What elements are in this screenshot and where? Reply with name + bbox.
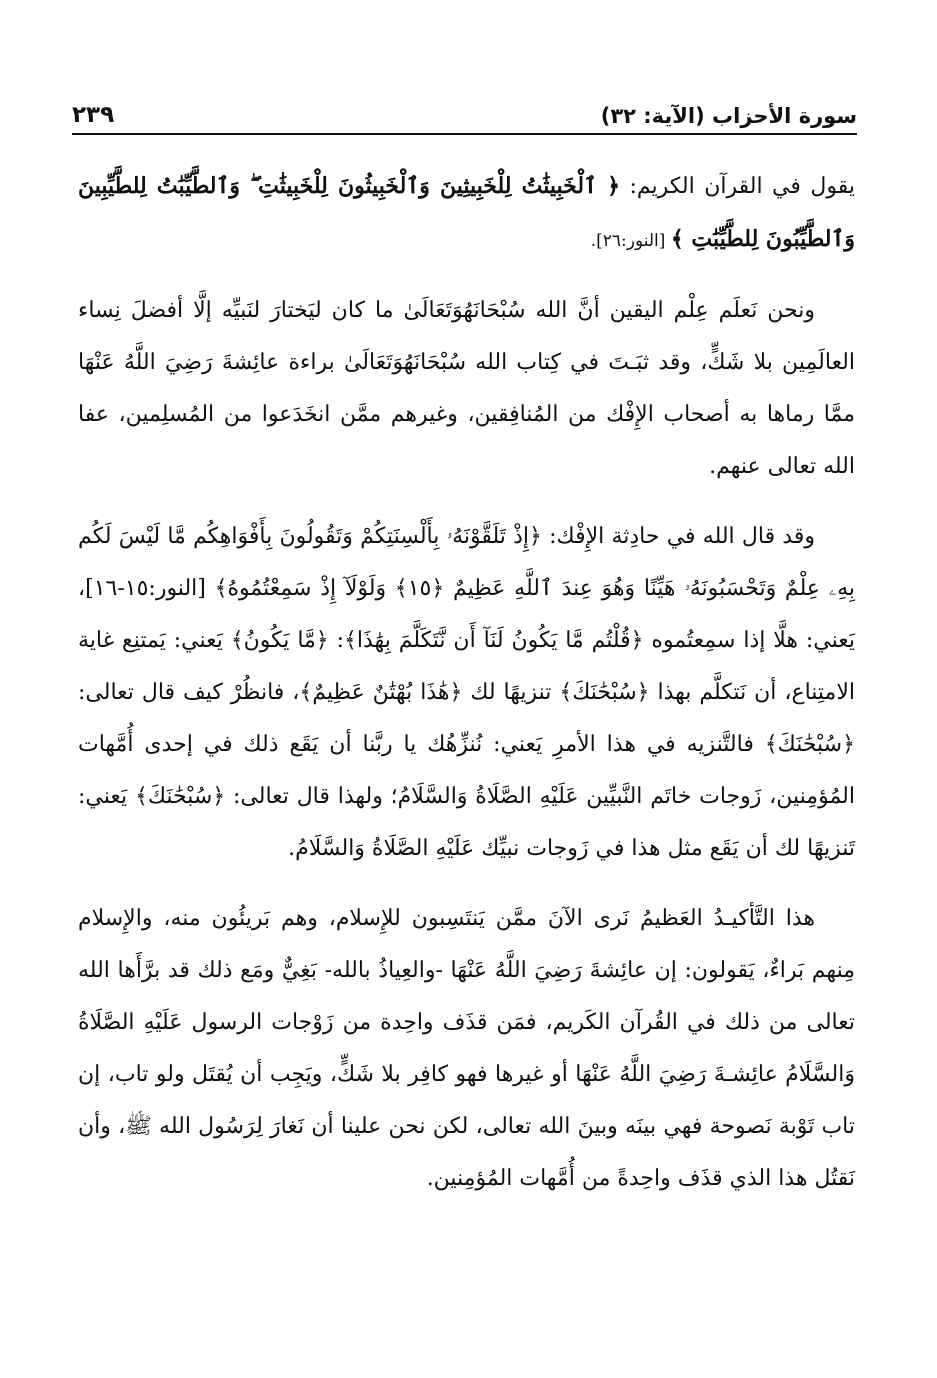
page-body bbox=[78, 160, 855, 1223]
surah-title: سورة الأحزاب (الآية: ٣٢) bbox=[600, 104, 857, 128]
paragraph-1: ونحن نَعلَم عِلْم اليقين أنَّ الله سُبْحَانَهُوَتَعَالَىٰ ما كان ليَختارَ لنَبيِّه إلَّا أفضلَ نِساء العالَمِين بلا شَكٍّ، وقد ثبَـتَ في كِتاب الله سُبْحَانَهُوَتَعَالَىٰ براءة عائِشةَ رَضِيَ اللَّهُ عَنْهَا ممَّا رماها به أصحاب الإِفْك من المُنافِقين، وغيرهم ممَّن انخَدَعوا من المُسلِمين، عفا الله تعالى عنهم. bbox=[78, 298, 855, 479]
page-number: ٢٣٩ bbox=[72, 102, 115, 128]
quran-verse: ﴿ ٱلْخَبِيثَٰتُ لِلْخَبِيثِينَ وَٱلْخَبِيثُونَ لِلْخَبِيثَٰتِ ۖ وَٱلطَّيِّبَٰتُ لِلطَّيِّبِينَ وَٱلطَّيِّبُونَ لِلطَّيِّبَٰتِ ﴾ bbox=[78, 173, 855, 252]
paragraph-3: هذا التَّأكيـدُ العَظيمُ نَرى الآنَ ممَّن يَنتَسِبون للإِسلام، وهم بَريئُون منه، والإِسلام مِنهم بَراءٌ، يَقولون: إن عائِشةَ رَضِيَ اللَّهُ عَنْهَا -والعِياذُ بالله- بَغِيٌّ ومَع ذلك قد برَّأَها الله تعالى من ذلك في القُرآن الكَريم، فمَن قذَف واحِدة من زَوْجات الرسول عَلَيْهِ الصَّلَاةُ وَالسَّلَامُ عائِشـةَ رَضِيَ اللَّهُ عَنْهَا أو غيرها فهو كافِر بلا شَكٍّ، ويَجِب أن يُقتَل ولو تاب، إن تاب تَوْبة نَصوحة فهي بينَه وبينَ الله تعالى، لكن نحن علينا أن نَغارَ لِرَسُول الله ﷺ، وأن نَقتُل هذا الذي قذَف واحِدةً من أُمَّهات المُؤمِنين. bbox=[78, 906, 855, 1191]
page-header bbox=[72, 88, 857, 128]
paragraph-quran-quote bbox=[78, 160, 855, 267]
quote-intro: يقول في القرآن الكريم: bbox=[619, 174, 855, 199]
verse-reference: [النور:٢٦]. bbox=[590, 231, 671, 251]
header-divider bbox=[72, 133, 857, 135]
paragraph-2: وقد قال الله في حادِثة الإِفْك: ﴿إِذْ تَلَقَّوْنَهُۥ بِأَلْسِنَتِكُمْ وَتَقُولُونَ بِأَفْوَاهِكُم مَّا لَيْسَ لَكُم بِهِۦ عِلْمٌ وَتَحْسَبُونَهُۥ هَيِّنًا وَهُوَ عِندَ ٱللَّهِ عَظِيمٌ ﴿١٥﴾ وَلَوْلَآ إِذْ سَمِعْتُمُوهُ﴾ [النور:١٥-١٦]، يَعني: هلَّا إذا سمِعتُموه ﴿قُلْتُم مَّا يَكُونُ لَنَآ أَن نَّتَكَلَّمَ بِهَٰذَا﴾: ﴿مَّا يَكُونُ﴾ يَعني: يَمتنِع غاية الامتِناع، أن نَتكلَّم بهذا ﴿سُبْحَٰنَكَ﴾ تنزيهًا لك ﴿هَٰذَا بُهْتَٰنٌ عَظِيمٌ﴾، فانظُرْ كيف قال تعالى: ﴿سُبْحَٰنَكَ﴾ فالتَّنزيه في هذا الأمرِ يَعني: نُنزِّهُك يا ربَّنا أن يَقَع ذلك في إحدى أُمَّهات المُؤمِنين، زَوجات خاتَم النَّبيِّين عَلَيْهِ الصَّلَاةُ وَالسَّلَامُ؛ ولهذا قال تعالى: ﴿سُبْحَٰنَكَ﴾ يَعني: تَنزيهًا لك أن يَقَع مثل هذا في زَوجات نبيِّك عَلَيْهِ الصَّلَاةُ وَالسَّلَامُ. bbox=[78, 524, 855, 861]
